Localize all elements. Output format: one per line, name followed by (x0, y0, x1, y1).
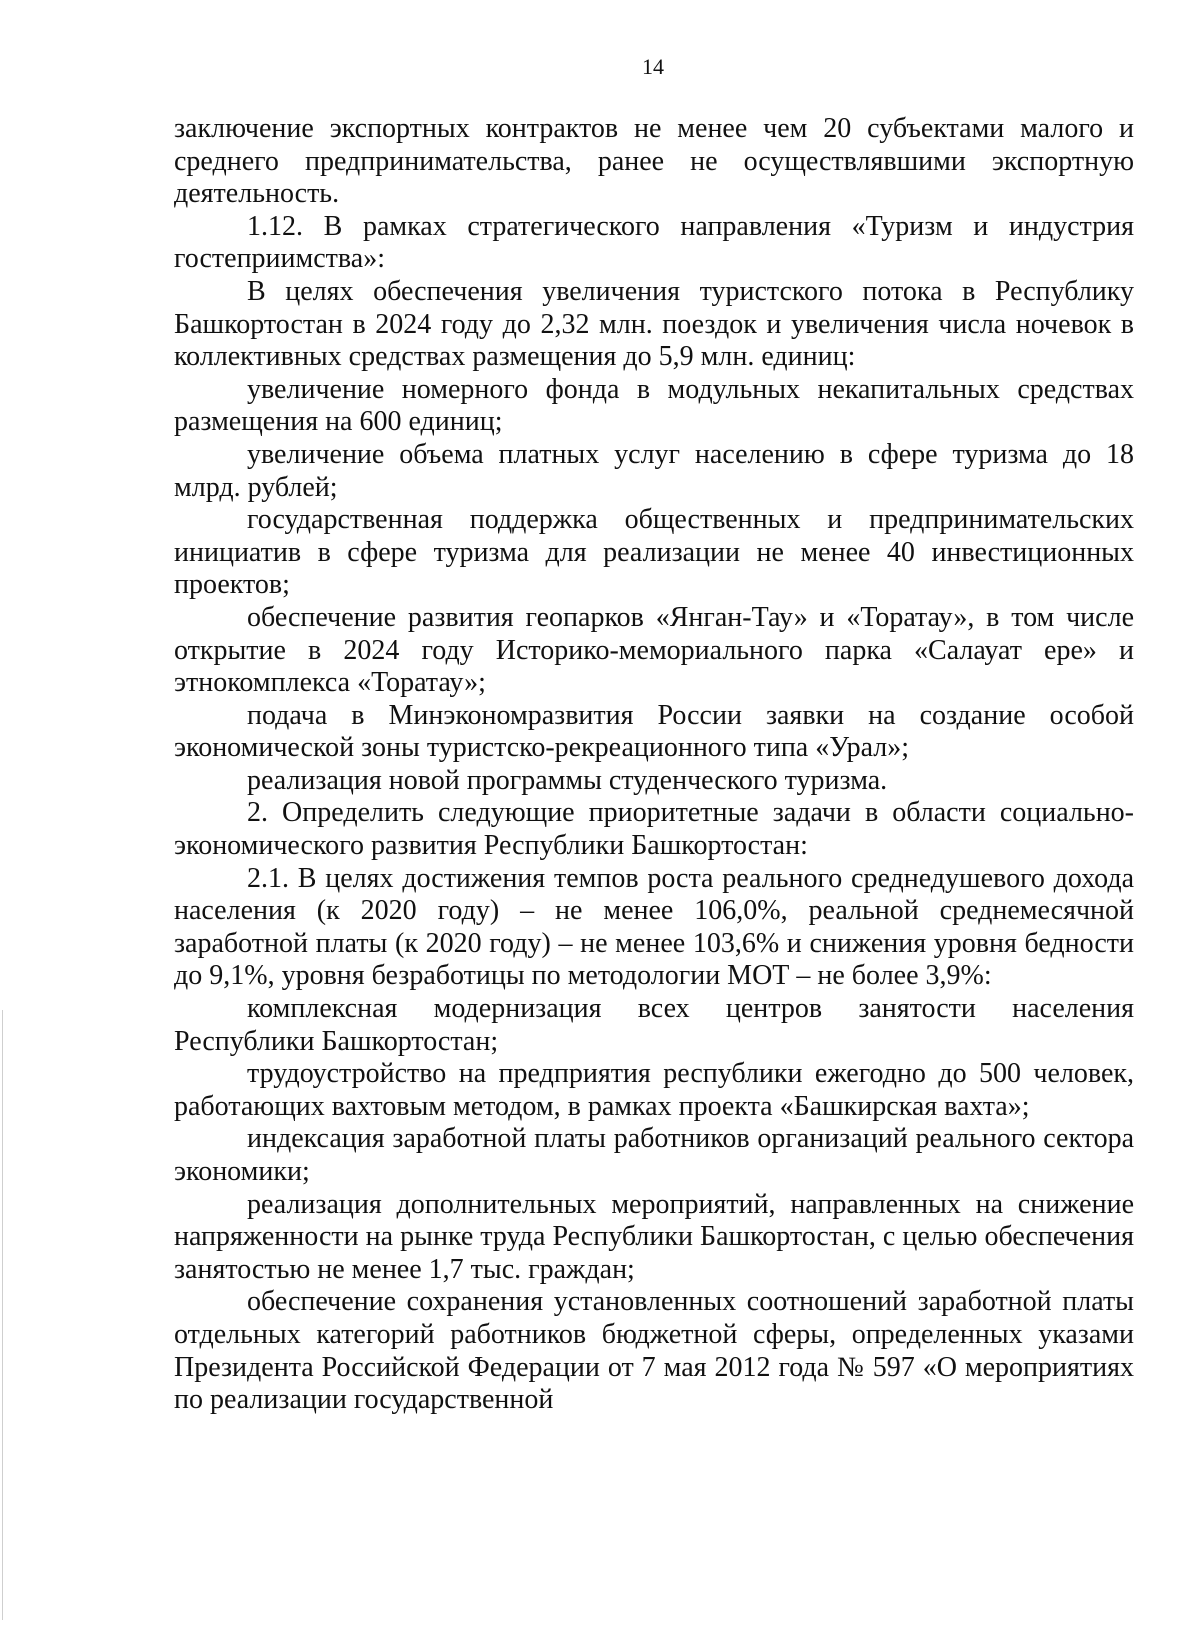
page-number: 14 (642, 54, 664, 79)
paragraph: обеспечение развития геопарков «Янган-Тау» и «Торатау», в том числе открытие в 2024 году Историко-мемориального парка «Салауат ере» и этнокомплекса «Торатау»; (174, 601, 1134, 699)
paragraph: реализация дополнительных мероприятий, направленных на снижение напряженности на рынке труда Республики Башкортостан, с целью обеспечения занятостью не менее 1,7 тыс. граждан; (174, 1188, 1134, 1285)
paragraph: комплексная модернизация всех центров занятости населения Республики Башкортостан; (174, 993, 1134, 1057)
paragraph: В целях обеспечения увеличения туристского потока в Республику Башкортостан в 2024 году до 2,32 млн. поездок и увеличения числа ночевок в коллективных средствах размещения до 5,9 млн. единиц: (174, 275, 1134, 373)
scan-edge-line (2, 1010, 3, 1620)
paragraph: 1.12. В рамках стратегического направления «Туризм и индустрия гостеприимства»: (174, 210, 1134, 275)
paragraph: реализация новой программы студенческого туризма. (247, 764, 888, 796)
paragraph: обеспечение сохранения установленных соотношений заработной платы отдельных категорий работников бюджетной сферы, определенных указами Президента Российской Федерации от 7 мая 2012 года № 597 «О мероприятиях по реализации государственной (174, 1286, 1134, 1416)
paragraph: увеличение объема платных услуг населению в сфере туризма до 18 млрд. рублей; (174, 438, 1134, 503)
paragraph: увеличение номерного фонда в модульных некапитальных средствах размещения на 600 единиц; (174, 373, 1134, 438)
document-body (174, 113, 1134, 1417)
paragraph: 2.1. В целях достижения темпов роста реального среднедушевого дохода населения (к 2020 году) – не менее 106,0%, реальной среднемесячной заработной платы (к 2020 году) – не менее 103,6% и снижения уровня бедности до 9,1%, уровня безработицы по методологии МОТ – не более 3,9%: (174, 862, 1134, 992)
paragraph: 2. Определить следующие приоритетные задачи в области социально-экономического развития Республики Башкортостан: (174, 797, 1134, 862)
paragraph: трудоустройство на предприятия республики ежегодно до 500 человек, работающих вахтовым методом, в рамках проекта «Башкирская вахта»; (174, 1058, 1134, 1122)
paragraph: государственная поддержка общественных и предпринимательских инициатив в сфере туризма для реализации не менее 40 инвестиционных проектов; (174, 504, 1134, 601)
paragraph: индексация заработной платы работников организаций реального сектора экономики; (174, 1123, 1134, 1187)
paragraph: подача в Минэкономразвития России заявки на создание особой экономической зоны туристско-рекреационного типа «Урал»; (174, 699, 1134, 764)
paragraph: заключение экспортных контрактов не менее чем 20 субъектами малого и среднего предпринимательства, ранее не осуществлявшими экспортную деятельность. (174, 113, 1134, 210)
